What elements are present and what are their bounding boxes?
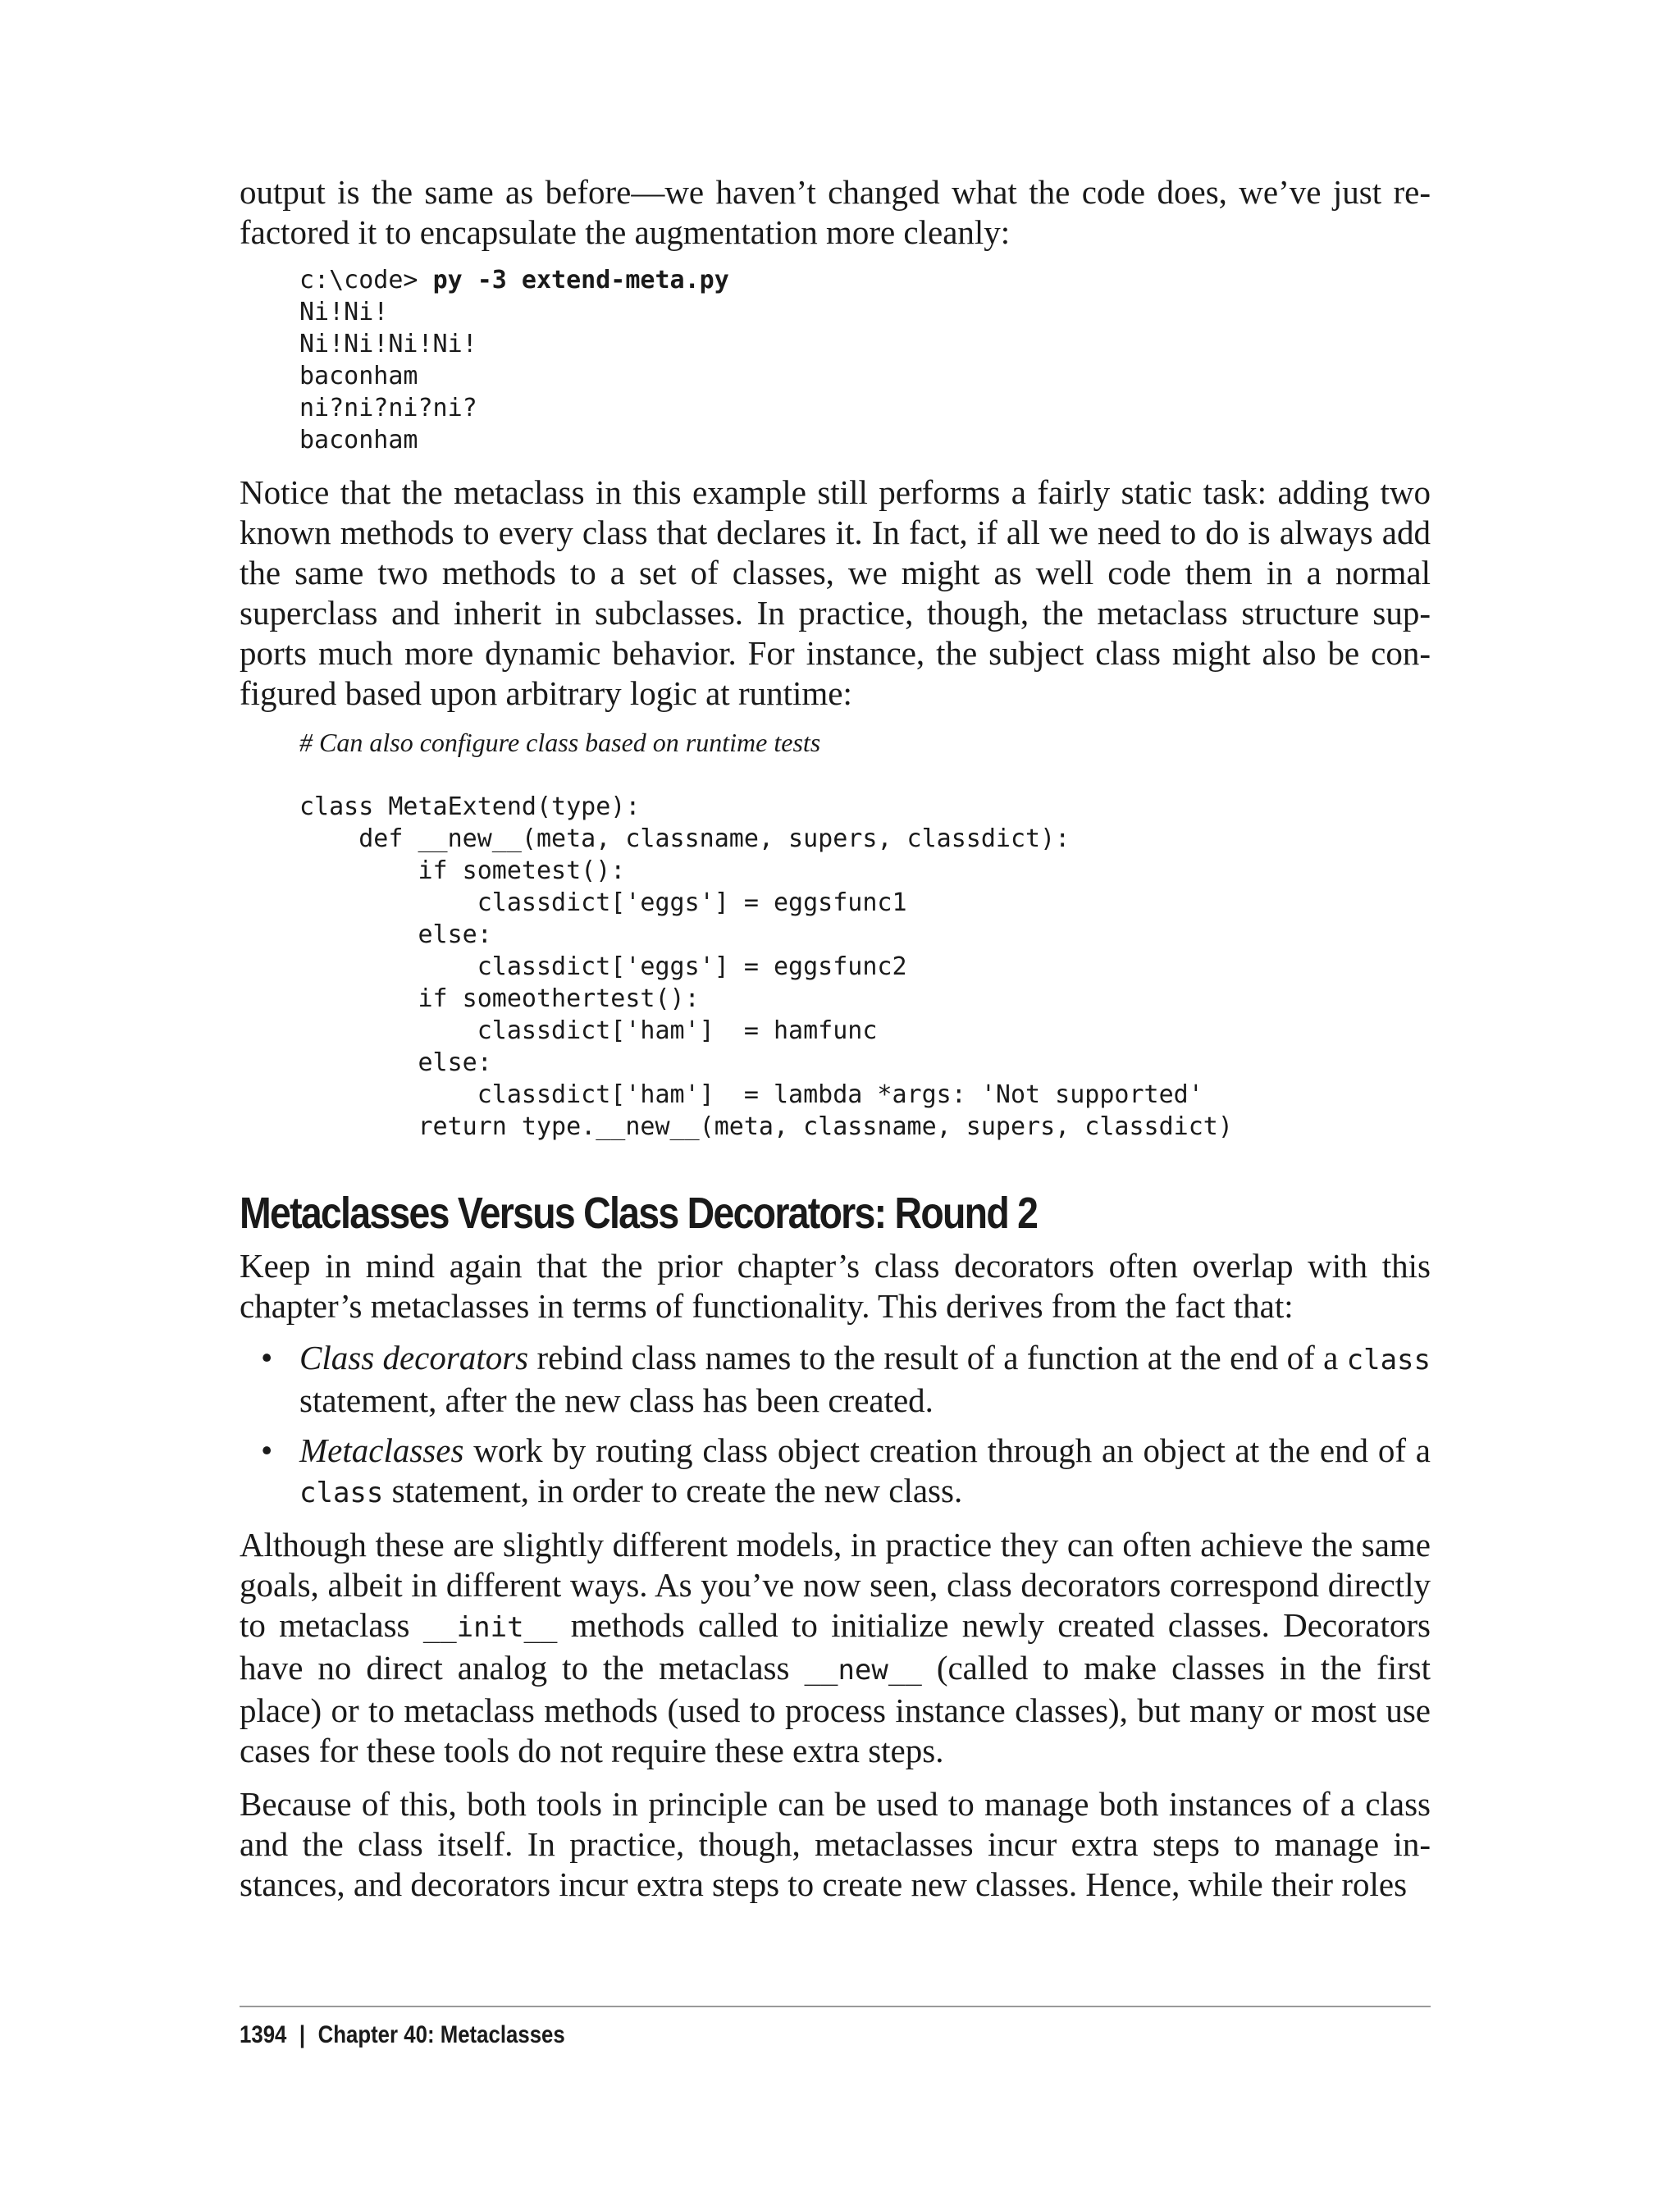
- bullet-list: [240, 1338, 1431, 1513]
- code-line: else:: [299, 920, 492, 949]
- keep-paragraph: Keep in mind again that the prior chapter’s class decorators often overlap with this chapter’s metaclasses in terms of functionality. This derives from the fact that:: [240, 1247, 1431, 1325]
- console-output-line: Ni!Ni!Ni!Ni!: [299, 330, 477, 358]
- code-block: [299, 791, 1431, 1143]
- code-line: if sometest():: [299, 856, 626, 885]
- bullet-text: statement, in order to create the new class.: [383, 1472, 963, 1509]
- footer-separator: |: [299, 2021, 306, 2048]
- console-output-line: baconham: [299, 362, 418, 390]
- bullet-text: rebind class names to the result of a function at the end of a: [528, 1339, 1347, 1376]
- paragraph-text: (called to make classes in the first place) or to metaclass methods (used to process instance classes), but many or most use cases for these tools do not require these extra steps.: [240, 1649, 1431, 1769]
- bullet-text: work by routing class object creation through an object at the end of a: [463, 1431, 1431, 1469]
- code-comment: # Can also configure class based on runtime tests: [299, 728, 821, 757]
- intro-paragraph: output is the same as before—we haven’t changed what the code does, we’ve just re-factored it to encapsulate the augmentation more cleanly:: [240, 173, 1431, 251]
- bullet-term: Metaclasses: [299, 1431, 464, 1469]
- code-line: if someothertest():: [299, 984, 700, 1013]
- bullet-dot: •: [261, 1431, 273, 1469]
- code-line: class MetaExtend(type):: [299, 792, 641, 821]
- console-prompt: c:\code>: [299, 266, 433, 294]
- bullet-item: [240, 1431, 1431, 1513]
- paragraph-text: methods called to initialize newly created classes. Decorators have no direct analog to the metaclass: [240, 1606, 1431, 1687]
- inline-code: class: [299, 1477, 384, 1509]
- inline-code: __init__: [422, 1611, 558, 1644]
- code-line: classdict['ham'] = hamfunc: [299, 1016, 878, 1045]
- code-line: def __new__(meta, classname, supers, classdict):: [299, 824, 1071, 853]
- page-body: [240, 172, 1431, 1905]
- inline-code: __new__: [804, 1654, 922, 1687]
- console-output-line: ni?ni?ni?ni?: [299, 394, 477, 422]
- console-output-line: baconham: [299, 426, 418, 454]
- console-output-line: Ni!Ni!: [299, 298, 389, 326]
- bullet-item: [240, 1338, 1431, 1421]
- footer-divider: [240, 2006, 1431, 2007]
- inline-code: class: [1346, 1344, 1431, 1376]
- although-paragraph: [240, 1525, 1431, 1771]
- paragraph-text: Although these are slightly different models, in practice they can often achieve the same goals, albeit in different ways. As you’ve now seen, class decorators correspond directly to metaclass: [240, 1526, 1431, 1644]
- code-line: classdict['eggs'] = eggsfunc2: [299, 952, 907, 981]
- code-line: else:: [299, 1048, 492, 1077]
- page-footer: [240, 2020, 565, 2051]
- chapter-title: Chapter 40: Metaclasses: [317, 2021, 565, 2048]
- code-line: classdict['eggs'] = eggsfunc1: [299, 888, 907, 917]
- bullet-term: Class decorators: [299, 1339, 529, 1376]
- notice-paragraph: Notice that the metaclass in this example still performs a fairly static task: adding two known methods to every class that declares it. In fact, if all we need to do is always add the same two methods to a set of classes, we might as well code them in a normal superclass and inherit in subclasses. In practice, though, the metaclass structure sup-ports much more dynamic behavior. For instance, the subject class might also be con-figured based upon arbitrary logic at runtime:: [240, 473, 1431, 712]
- console-output-block: [299, 264, 1431, 456]
- page-number: 1394: [240, 2021, 287, 2048]
- bullet-dot: •: [261, 1339, 273, 1376]
- bullet-text: statement, after the new class has been created.: [299, 1381, 934, 1419]
- console-command: py -3 extend-meta.py: [432, 266, 729, 294]
- section-heading: Metaclasses Versus Class Decorators: Round 2: [240, 1189, 1038, 1238]
- because-paragraph: Because of this, both tools in principle can be used to manage both instances of a class and the class itself. In practice, though, metaclasses incur extra steps to manage in-stances, and decorators incur extra steps to create new classes. Hence, while their roles: [240, 1785, 1431, 1903]
- code-line: return type.__new__(meta, classname, supers, classdict): [299, 1112, 1233, 1141]
- code-line: classdict['ham'] = lambda *args: 'Not supported': [299, 1080, 1203, 1109]
